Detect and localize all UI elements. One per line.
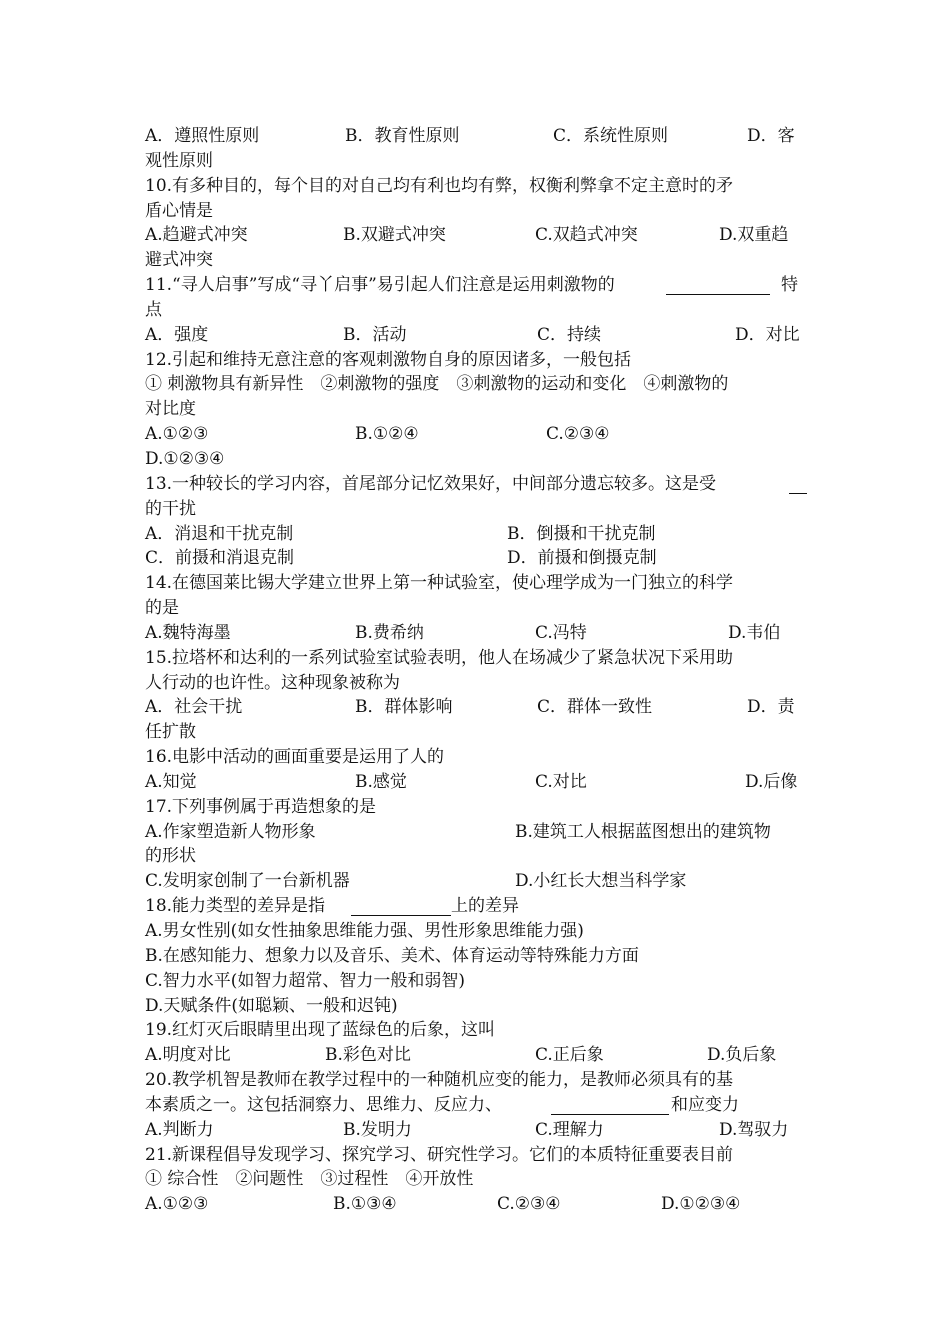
q14-stem-1: 14.在德国莱比锡大学建立世界上第一种试验室，使心理学成为一门独立的科学 xyxy=(145,573,734,594)
q11-stem-tail: 特 xyxy=(781,275,798,296)
q10-option-d-cont: 避式冲突 xyxy=(145,250,213,271)
q14-option-a: A.魏特海墨 xyxy=(145,622,231,643)
q12-option-a: A.①②③ xyxy=(145,424,209,445)
q18-stem-text: 18.能力类型的差异是指 xyxy=(145,896,326,917)
q9-option-a: A．遵照性原则 xyxy=(145,126,260,146)
q11-blank xyxy=(666,276,770,295)
q12-stem-1: 12.引起和维持无意注意的客观刺激物自身的原因诸多，一般包括 xyxy=(145,349,632,370)
q11-stem-text: 11.“寻人启事”写成“寻丫启事”易引起人们注意是运用刺激物的 xyxy=(145,275,615,296)
q21-option-a: A.①②③ xyxy=(145,1194,209,1215)
q15-stem-1: 15.拉塔杯和达利的一系列试验室试验表明，他人在场减少了紧急状况下采用助 xyxy=(145,647,734,668)
q15-option-d-cont: 任扩散 xyxy=(145,722,196,743)
q20-options xyxy=(145,1118,810,1143)
q11-option-d: D．对比 xyxy=(735,324,800,345)
q15-options xyxy=(145,695,810,720)
q11-stem-1 xyxy=(145,273,810,298)
q14-option-d: D.韦伯 xyxy=(728,622,781,643)
q20-stem-tail: 和应变力 xyxy=(671,1094,739,1115)
q14-option-b: B.费希纳 xyxy=(355,622,424,643)
q11-option-a: A．强度 xyxy=(145,324,209,345)
q17-option-b-cont: 的形状 xyxy=(145,846,196,867)
q21-option-b: B.①③④ xyxy=(333,1194,397,1215)
q13-stem-text: 13.一种较长的学习内容，首尾部分记忆效果好，中间部分遗忘较多。这是受 xyxy=(145,473,717,494)
q18-blank xyxy=(351,897,451,916)
q15-option-b: B．群体影响 xyxy=(355,697,453,718)
q20-option-d: D.驾驭力 xyxy=(719,1119,789,1140)
q10-stem-2: 盾心情是 xyxy=(145,200,213,221)
q18-option-a: A.男女性别(如女性抽象思维能力强、男性形象思维能力强) xyxy=(145,921,584,941)
q15-stem-2: 人行动的也许性。这种现象被称为 xyxy=(145,672,400,693)
q9-option-b: B．教育性原则 xyxy=(345,126,460,146)
q11-stem-2: 点 xyxy=(145,299,162,320)
q17-option-b: B.建筑工人根据蓝图想出的建筑物 xyxy=(515,821,771,842)
q16-option-a: A.知觉 xyxy=(145,771,197,792)
q14-stem-2: 的是 xyxy=(145,598,179,619)
q20-stem-text: 本素质之一。这包括洞察力、思维力、反应力、 xyxy=(145,1094,502,1115)
q19-option-a: A.明度对比 xyxy=(145,1045,231,1066)
q14-option-c: C.冯特 xyxy=(535,622,587,643)
q11-option-b: B．活动 xyxy=(343,324,407,345)
q20-blank xyxy=(551,1096,669,1115)
q20-stem-1: 20.教学机智是教师在教学过程中的一种随机应变的能力，是教师必须具有的基 xyxy=(145,1070,734,1091)
q18-option-c: C.智力水平(如智力超常、智力一般和弱智) xyxy=(145,970,466,991)
q20-stem-2 xyxy=(145,1093,810,1118)
exam-page xyxy=(145,124,810,1217)
q12-stem-3: 对比度 xyxy=(145,399,196,420)
q13-option-c: C．前摄和消退克制 xyxy=(145,548,295,569)
q16-option-c: C.对比 xyxy=(535,771,587,792)
q17-option-d: D.小红长大想当科学家 xyxy=(515,871,687,892)
q17-options-row-2 xyxy=(145,869,810,894)
q15-option-d: D．责 xyxy=(747,697,795,718)
q19-option-b: B.彩色对比 xyxy=(325,1045,411,1066)
q13-option-d: D．前摄和倒摄克制 xyxy=(507,548,657,569)
q15-option-a: A．社会干扰 xyxy=(145,697,243,718)
q18-option-d: D.天赋条件(如聪颖、一般和迟钝) xyxy=(145,995,398,1016)
q11-option-c: C．持续 xyxy=(537,324,602,345)
q9-option-d-cont: 观性原则 xyxy=(145,150,213,171)
q18-stem-tail: 上的差异 xyxy=(451,896,519,917)
q18-stem xyxy=(145,894,810,919)
q21-stem-2: ① 综合性 ②问题性 ③过程性 ④开放性 xyxy=(145,1169,474,1190)
q14-options xyxy=(145,621,810,646)
q12-options xyxy=(145,422,810,447)
q18-option-b: B.在感知能力、想象力以及音乐、美术、体育运动等特殊能力方面 xyxy=(145,945,639,966)
q16-option-b: B.感觉 xyxy=(355,771,407,792)
q17-stem: 17.下列事例属于再造想象的是 xyxy=(145,796,377,817)
q13-option-b: B．倒摄和干扰克制 xyxy=(507,523,656,544)
q20-option-b: B.发明力 xyxy=(343,1119,412,1140)
q13-blank xyxy=(789,475,807,494)
q10-option-a: A.趋避式冲突 xyxy=(145,225,248,246)
q10-option-d: D.双重趋 xyxy=(719,225,789,246)
q10-option-c: C.双趋式冲突 xyxy=(535,225,638,246)
q21-option-d: D.①②③④ xyxy=(661,1194,741,1215)
q21-option-c: C.②③④ xyxy=(497,1194,561,1215)
q16-options xyxy=(145,770,810,795)
q9-options xyxy=(145,124,810,149)
q21-options xyxy=(145,1192,810,1217)
q9-option-c: C．系统性原则 xyxy=(553,126,669,146)
q15-option-c: C．群体一致性 xyxy=(537,697,653,718)
q11-options xyxy=(145,323,810,348)
q16-stem: 16.电影中活动的画面重要是运用了人的 xyxy=(145,747,445,768)
q10-option-b: B.双避式冲突 xyxy=(343,225,446,246)
q12-option-c: C.②③④ xyxy=(546,424,610,445)
q19-option-d: D.负后象 xyxy=(707,1045,777,1066)
q12-stem-2: ① 刺激物具有新异性 ②刺激物的强度 ③刺激物的运动和变化 ④刺激物的 xyxy=(145,374,729,395)
q13-options-row-1 xyxy=(145,522,810,547)
q19-stem: 19.红灯灭后眼睛里出现了蓝绿色的后象，这叫 xyxy=(145,1020,496,1041)
q17-option-c: C.发明家创制了一台新机器 xyxy=(145,871,350,892)
q13-options-row-2 xyxy=(145,546,810,571)
q13-option-a: A．消退和干扰克制 xyxy=(145,523,294,544)
q16-option-d: D.后像 xyxy=(745,771,798,792)
q21-stem-1: 21.新课程倡导发现学习、探究学习、研究性学习。它们的本质特征重要表目前 xyxy=(145,1144,734,1165)
q17-options-row-1 xyxy=(145,820,810,845)
q12-option-b: B.①②④ xyxy=(355,424,419,445)
q20-option-a: A.判断力 xyxy=(145,1119,214,1140)
q19-options xyxy=(145,1043,810,1068)
q10-options xyxy=(145,223,810,248)
q17-option-a: A.作家塑造新人物形象 xyxy=(145,821,316,842)
q19-option-c: C.正后象 xyxy=(535,1045,604,1066)
q13-stem-1 xyxy=(145,472,810,497)
q9-option-d: D．客 xyxy=(747,126,795,146)
q20-option-c: C.理解力 xyxy=(535,1119,604,1140)
q12-option-d: D.①②③④ xyxy=(145,448,225,469)
q13-stem-2: 的干扰 xyxy=(145,498,196,519)
q10-stem-1: 10.有多种目的，每个目的对自己均有利也均有弊，权衡利弊拿不定主意时的矛 xyxy=(145,175,734,196)
